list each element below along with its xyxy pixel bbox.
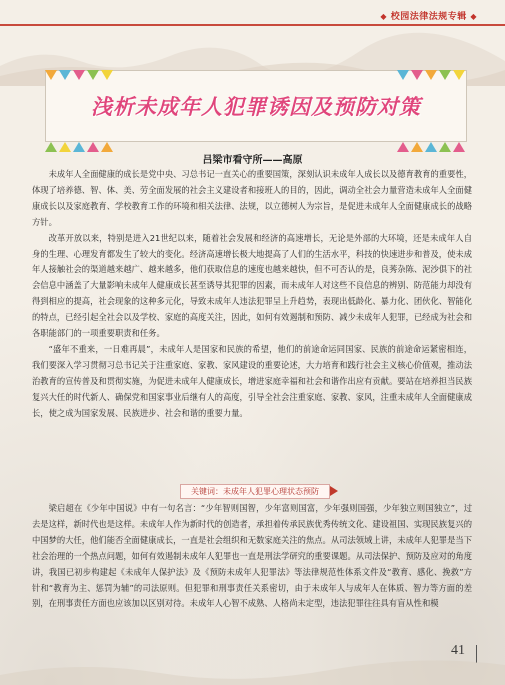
page-number: 41 xyxy=(451,643,465,658)
ink-wave-decoration xyxy=(0,645,505,685)
article-body-continued xyxy=(32,501,472,612)
paragraph: 未成年人全面健康的成长是党中央、习总书记一直关心的重要国策，深刻认识未成年人成长以及德育教育的重要性，体现了培养德、智、体、美、劳全面发展的社会主义建设者和接班人的目的，因此，调动全社会力量营造未成年人全面健康成长以及家庭教育、学校教育工作的环境和相关法律、法规，以立德树人为宗旨，是促进未成年人全面健康成长的战略方针。 xyxy=(32,169,472,227)
section-tag xyxy=(380,9,477,22)
paragraph: 改革开放以来，特别是进入21世纪以来，随着社会发展和经济的高速增长，无论是外部的大环境，还是未成年人自身的生理、心理发育都发生了较大的变化。经济高速增长极大地提高了人们的生活水平，科技的快速进步和普及，使未成年人接触社会的渠道越来越广、越来越多，他们获取信息的速度也越来越快，但不可否认的是，良莠杂陈、泥沙俱下的社会信息中涵盖了大量影响未成年人健康成长甚至诱导其犯罪的因素，而未成年人对这些不良信息的辨别、防范能力却没有得到相应的提高，社会现象的这种多元化，导致未成年人违法犯罪呈上升趋势，表现出低龄化、暴力化、团伙化、智能化的特点，已经引起全社会以及学校、家庭的高度关注，因此，如何有效遏制和预防、减少未成年人犯罪，已经成为社会和各职能部门的一项重要职责和任务。 xyxy=(32,232,472,339)
diamond-icon: ◆ xyxy=(470,12,477,21)
article-title: 浅析未成年人犯罪诱因及预防对策 xyxy=(91,95,421,119)
article-body xyxy=(32,167,472,422)
keyword-callout xyxy=(180,484,340,497)
arrow-right-icon xyxy=(330,486,338,496)
diamond-icon: ◆ xyxy=(380,12,388,21)
paragraph: 梁启超在《少年中国说》中有一句名言：“少年智则国智，少年富则国富，少年强则国强，少年独立则国独立”，过去是这样，新时代也是这样。未成年人作为新时代的创造者，承担着传承民族优秀传统文化、建设祖国、实现民族复兴的中国梦的大任，他们能否全面健康成长，一直是社会组织和无数家庭关注的焦点。从司法领域上讲，未成年人犯罪是当下社会治理的一个热点问题，如何有效遏制未成年人犯罪也一直是刑法学研究的重要课题。从司法保护、预防及应对的角度讲，我国已初步构建起《未成年人保护法》及《预防未成年人犯罪法》等法律规范性体系文件及“教育、感化、挽救”方针和“教育为主、惩罚为辅”的司法原则。但犯罪和刑事责任关系密切，由于未成年人与成年人在体质、智力等方面的差别，在刑事责任方面也应该加以区别对待。未成年人心智不成熟、人格尚未定型，违法犯罪往往具有盲从性和模 xyxy=(32,503,472,609)
paragraph: “盛年不重来，一日难再晨”，未成年人是国家和民族的希望，他们的前途命运同国家、民族的前途命运紧密相连，我们要深入学习贯彻习总书记关于注重家庭、家教、家风建设的重要论述，大力培育和践行社会主义核心价值观，推动法治教育的宣传普及和贯彻实施，为促进未成年人健康成长，增进家庭幸福和社会和谐作出应有贡献。要站在培养担当民族复兴大任的时代新人、确保党和国家事业后继有人的高度，引导全社会注重家庭、家教、家风，注重未成年人全面健康成长，使之成为国家发展、民族进步、社会和谐的重要力量。 xyxy=(32,343,472,418)
keyword-label: 关键词：未成年人犯罪心理状态预防 xyxy=(180,484,330,499)
section-tag-label: 校园法律法规专辑 xyxy=(390,12,467,22)
article-author: 吕梁市看守所——高原 xyxy=(202,155,303,166)
pennant-decoration-top xyxy=(45,70,465,82)
